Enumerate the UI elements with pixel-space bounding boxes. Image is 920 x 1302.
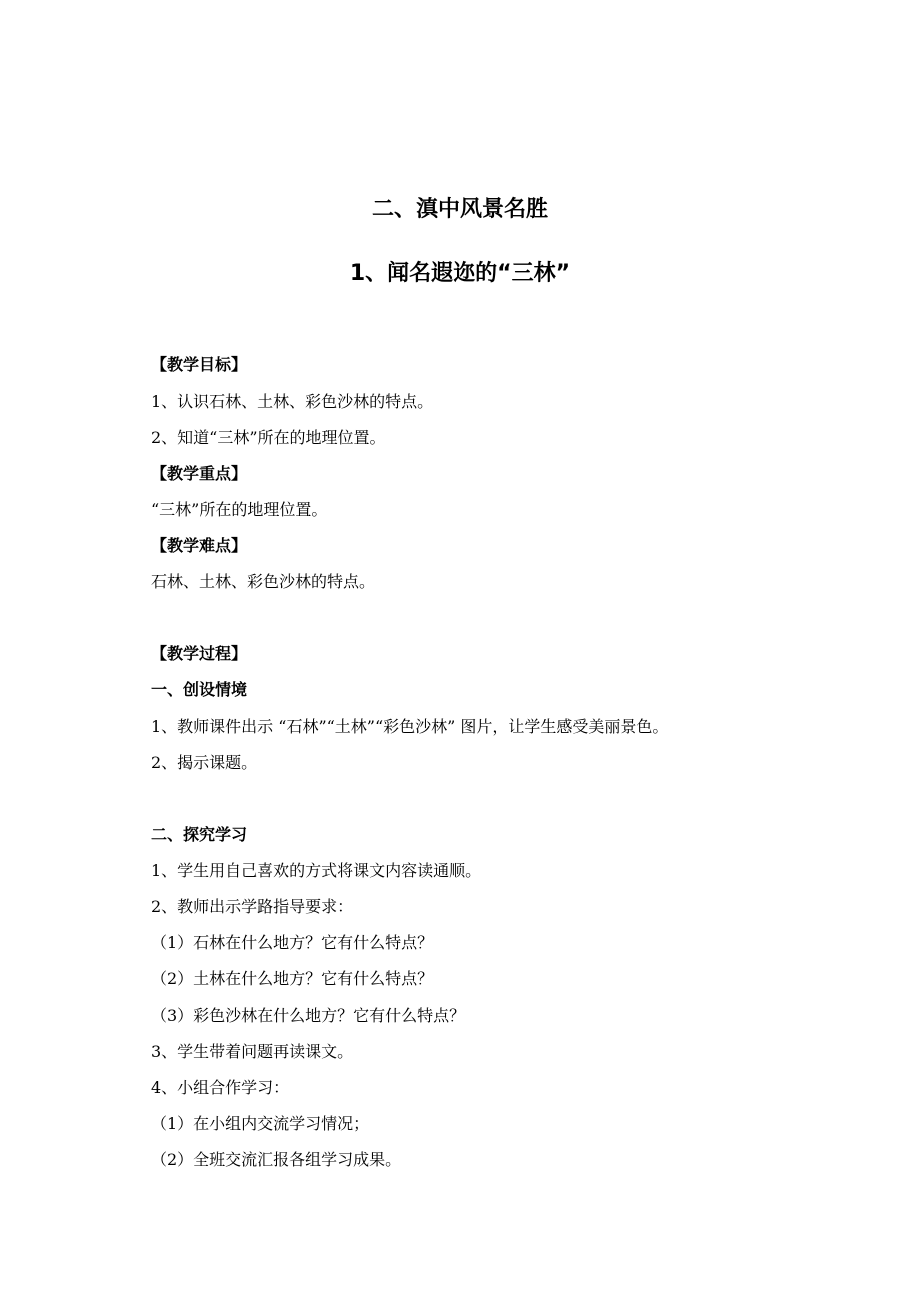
process-item: （3）彩色沙林在什么地方？它有什么特点？ xyxy=(151,1006,466,1025)
process-item: （1）在小组内交流学习情况； xyxy=(151,1114,370,1133)
key-point-heading: 【教学重点】 xyxy=(151,464,248,483)
process-item: （1）石林在什么地方？它有什么特点？ xyxy=(151,933,434,952)
process-item: 1、教师课件出示 “石林”“土林”“彩色沙林” 图片，让学生感受美丽景色。 xyxy=(151,717,669,736)
process-item: 2、揭示课题。 xyxy=(151,753,258,772)
process-item: （2）全班交流汇报各组学习成果。 xyxy=(151,1150,402,1169)
difficulty-text: 石林、土林、彩色沙林的特点。 xyxy=(151,572,376,591)
process-item: 1、学生用自己喜欢的方式将课文内容读通顺。 xyxy=(151,861,482,880)
key-point-text: “三林”所在的地理位置。 xyxy=(151,500,328,519)
process-item: （2）土林在什么地方？它有什么特点？ xyxy=(151,969,434,988)
goal-item: 2、知道“三林”所在的地理位置。 xyxy=(151,428,386,447)
lesson-title: 1、闻名遐迩的“三林” xyxy=(349,261,571,286)
section-heading: 一、创设情境 xyxy=(151,680,248,699)
process-heading: 【教学过程】 xyxy=(151,644,248,663)
goal-item: 1、认识石林、土林、彩色沙林的特点。 xyxy=(151,392,434,411)
section-heading: 二、探究学习 xyxy=(151,825,248,844)
process-item: 2、教师出示学路指导要求： xyxy=(151,897,354,916)
goals-heading: 【教学目标】 xyxy=(151,355,248,374)
process-item: 4、小组合作学习： xyxy=(151,1078,290,1097)
process-item: 3、学生带着问题再读课文。 xyxy=(151,1042,354,1061)
chapter-title: 二、滇中风景名胜 xyxy=(371,197,548,222)
difficulty-heading: 【教学难点】 xyxy=(151,536,248,555)
